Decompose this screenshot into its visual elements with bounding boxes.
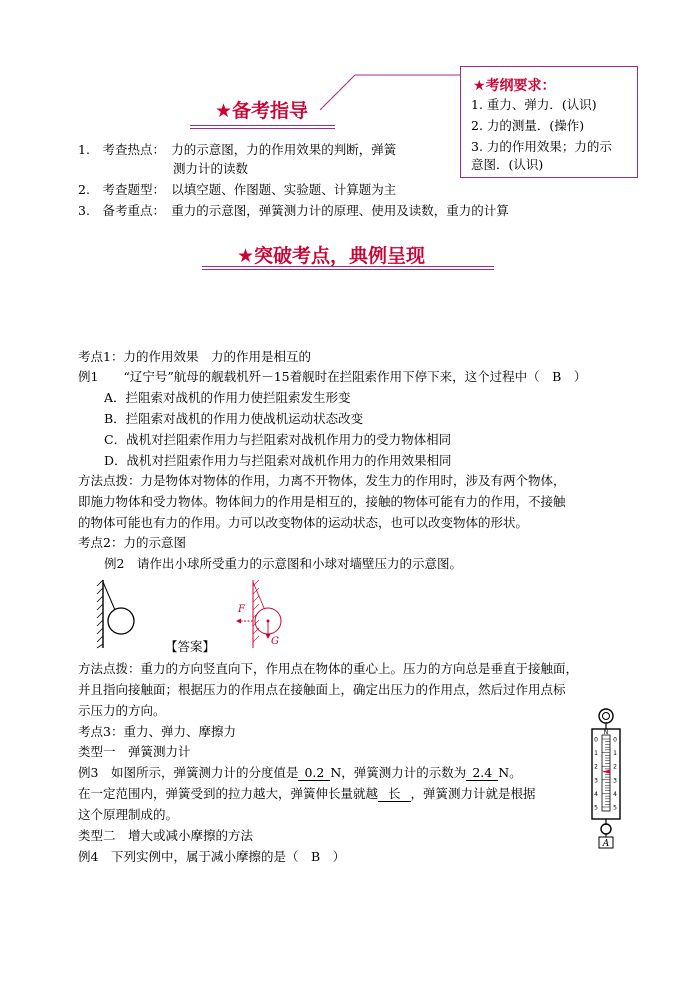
answer-label: 【答案】: [165, 639, 216, 654]
method-2-line: 方法点拨：重力的方向竖直向下，作用点在物体的重心上。压力的方向总是垂直于接触面，: [78, 661, 579, 676]
example-3-line2: 在一定范围内，弹簧受到的拉力越大，弹簧伸长量就越 长 ，弹簧测力计就是根据: [78, 786, 536, 801]
guide-point-1: 1. 考查热点： 力的示意图，力的作用效果的判断，弹簧: [78, 142, 397, 157]
title-underline: [202, 269, 494, 270]
star-icon: ★: [237, 245, 255, 267]
guide-point-1-cont: 测力计的读数: [173, 161, 249, 176]
breakthrough-title: ★突破考点，典例呈现: [237, 245, 426, 267]
gauge-tick-label: 3: [594, 777, 598, 785]
guide-point-3: 3. 备考重点： 重力的示意图，弹簧测力计的原理、使用及读数，重力的计算: [78, 203, 509, 218]
method-2-line: 示压力的方向。: [78, 703, 166, 718]
gauge-tick-label: 3: [613, 777, 617, 785]
star-icon: ★: [215, 100, 233, 122]
gauge-tick-label: 4: [594, 790, 598, 798]
kp2-heading: 考点2：力的示意图: [78, 535, 186, 550]
option-c: C．战机对拦阻索作用力与拦阻索对战机作用力的受力物体相同: [104, 432, 452, 447]
gauge-tick-label: 2: [613, 763, 617, 771]
blank-division: 0.2: [298, 765, 330, 781]
gauge-tick-label: 1: [594, 750, 598, 758]
gauge-tick-label: 4: [613, 790, 617, 798]
requirement-item: 3. 力的作用效果；力的示: [471, 139, 612, 154]
guide-point-2: 2. 考查题型： 以填空题、作图题、实验题、计算题为主: [78, 182, 397, 197]
answer-figure: [228, 578, 288, 650]
gauge-tick-label: 0: [613, 736, 617, 744]
type-2: 类型二 增大或减小摩擦的方法: [78, 828, 254, 843]
method-1-line: 方法点拨：力是物体对物体的作用，力离不开物体，发生力的作用时，涉及有两个物体，: [78, 473, 566, 488]
requirement-item: 2. 力的测量．(操作): [471, 118, 585, 133]
method-1-line: 即施力物体和受力物体。物体间力的作用是相互的，接触的物体可能有力的作用，不接触: [78, 494, 566, 509]
requirement-item: 意图．(认识): [471, 157, 544, 172]
force-label-f: F: [238, 604, 245, 615]
method-2-line: 并且指向接触面；根据压力的作用点在接触面上，确定出压力的作用点，然后过作用点标: [78, 682, 566, 697]
gauge-tick-label: 2: [594, 763, 598, 771]
requirement-item: 1. 重力、弹力．(认识): [471, 97, 597, 112]
example-3-line3: 这个原理制成的。: [78, 807, 179, 822]
guide-title: ★备考指导: [215, 100, 309, 122]
example-2: 例2 请作出小球所受重力的示意图和小球对墙壁压力的示意图。: [104, 556, 462, 571]
option-d: D．战机对拦阻索作用力与拦阻索对战机作用力的作用效果相同: [104, 453, 452, 468]
title-underline: [202, 266, 494, 267]
kp1-heading: 考点1：力的作用效果 力的作用是相互的: [78, 349, 311, 364]
gauge-tick-label: 1: [613, 750, 617, 758]
kp3-heading: 考点3：重力、弹力、摩擦力: [78, 724, 236, 739]
connector-line: [300, 70, 470, 120]
option-b: B．拦阻索对战机的作用力使战机运动状态改变: [104, 411, 364, 426]
gauge-tick-label: 5: [613, 804, 617, 812]
title-underline: [190, 125, 335, 126]
example-4: 例4 下列实例中，属于减小摩擦的是（ B ）: [78, 849, 346, 864]
example-3-line1: 例3 如图所示，弹簧测力计的分度值是 0.2 N，弹簧测力计的示数为 2.4 N。: [78, 765, 522, 780]
method-1-line: 的物体可能也有力的作用。力可以改变物体的运动状态，也可以改变物体的形状。: [78, 515, 529, 530]
gauge-unit: N: [603, 729, 609, 736]
type-1: 类型一 弹簧测力计: [78, 744, 191, 759]
gauge-label: A: [602, 839, 610, 849]
blank-reading: 2.4: [466, 765, 498, 781]
example-1: 例1 “辽宁号”航母的舰载机歼－15着舰时在拦阻索作用下停下来，这个过程中（ B ）: [78, 369, 587, 384]
title-underline: [190, 128, 335, 129]
blank-longer: 长: [378, 786, 411, 802]
force-label-g: G: [271, 636, 279, 647]
requirements-box: [460, 66, 638, 178]
requirements-heading: ★考纲要求：: [473, 78, 556, 94]
gauge-tick-label: 5: [594, 804, 598, 812]
gauge-tick-label: 0: [594, 736, 598, 744]
spring-scale-figure: [586, 705, 626, 850]
star-icon: ★: [473, 78, 486, 94]
option-a: A．拦阻索对战机的作用力使拦阻索发生形变: [104, 390, 351, 405]
ball-wall-figure: [95, 578, 145, 650]
